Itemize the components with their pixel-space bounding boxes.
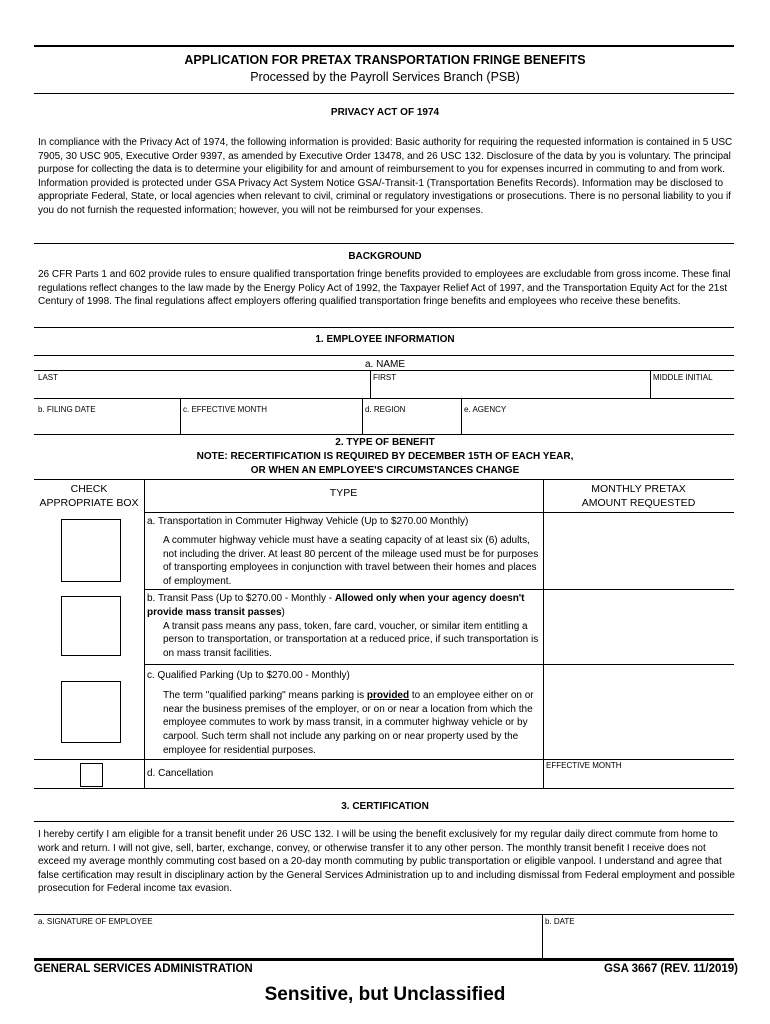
last-name-field[interactable] — [34, 371, 370, 398]
row-c-desc-end: to an employee either on or near the business premises of the employer, or on or near a location from which the employee commutes to work by mass transit, in a commuter highway vehicle or by carpool. Such term shall not include any parking on or near property used by the employee for residential purposes. — [163, 689, 534, 756]
row-c-desc-start: The term "qualified parking" means parking is — [163, 689, 367, 701]
signature-label: a. SIGNATURE OF EMPLOYEE — [38, 917, 153, 926]
benefit-col-divider-1 — [144, 479, 145, 788]
benefit-heading: 2. TYPE OF BENEFIT — [335, 437, 435, 448]
employee-info-bottom-rule — [34, 434, 734, 435]
row-b-title-start: b. Transit Pass (Up to $270.00 - Monthly - — [147, 593, 335, 604]
row-c-text — [147, 669, 542, 758]
row-b-title-bold: Allowed only when your agency doesn't provide mass transit passes — [147, 593, 525, 618]
certification-text: I hereby certify I am eligible for a transit benefit under 26 USC 132. I will be using the benefit exclusively for my regular daily direct commute from home to work and return. I will not give, sell, barter, exchange, convey, or otherwise transfer it to any other person. The monthly transit benefit I receive does not exceed my average monthly commuting cost based on a 20-day month commuting by public transportation or eligible vanpool. I understand and agree that false certification may result in disciplinary action by the General Services Administration up to and including dismissal from Federal employment and possible prosecution for Federal income tax evasion. — [38, 829, 735, 894]
form-subtitle: Processed by the Payroll Services Branch (PSB) — [250, 70, 520, 84]
checkbox-transit-pass[interactable] — [61, 596, 121, 656]
last-name-label: LAST — [38, 373, 59, 382]
date-label: b. DATE — [545, 917, 575, 926]
agency-field[interactable] — [462, 399, 734, 434]
name-heading: a. NAME — [364, 359, 405, 370]
row-b-title-end: ) — [281, 606, 285, 618]
checkbox-cancellation[interactable] — [80, 763, 103, 787]
middle-initial-field[interactable] — [651, 371, 734, 398]
row-a-title: a. Transportation in Commuter Highway Vehicle (Up to $270.00 Monthly) — [147, 516, 469, 527]
check-column-header — [34, 482, 144, 510]
certification-heading: 3. CERTIFICATION — [341, 801, 429, 812]
first-name-field[interactable] — [371, 371, 650, 398]
background-rule — [34, 327, 734, 328]
footer-form-number: GSA 3667 (REV. 11/2019) — [603, 963, 738, 975]
signature-field[interactable] — [34, 915, 542, 958]
header-rule — [34, 93, 734, 94]
background-heading: BACKGROUND — [348, 251, 422, 262]
recertification-note-line2: OR WHEN AN EMPLOYEE'S CIRCUMSTANCES CHANGE — [250, 465, 520, 476]
amount-header-line2: AMOUNT REQUESTED — [581, 497, 696, 509]
benefit-table-top — [34, 479, 734, 480]
amount-input-transit-pass[interactable] — [544, 590, 734, 664]
row-c-desc-bold: provided — [366, 689, 410, 701]
filing-date-field[interactable] — [34, 399, 180, 434]
top-rule — [34, 45, 734, 47]
effective-month-field[interactable] — [181, 399, 362, 434]
footer-agency: GENERAL SERVICES ADMINISTRATION — [34, 963, 253, 975]
amount-input-commuter-vehicle[interactable] — [544, 513, 734, 589]
background-text: 26 CFR Parts 1 and 602 provide rules to ensure qualified transportation fringe benefits provided to employees are excludable from gross income. These final regulations reflect changes to the law made by the Energy Policy Act of 1992, the Taxpayer Relief Act of 1997, and the Transportation Equity Act for the 21st Century of 1998. The final regulations affect employers offering qualified transportation fringe benefits and employees who receive these benefits. — [38, 269, 731, 307]
effective-month-label: c. EFFECTIVE MONTH — [183, 405, 267, 414]
form-title: APPLICATION FOR PRETAX TRANSPORTATION FRINGE BENEFITS — [184, 53, 586, 67]
check-header-line1: CHECK — [70, 483, 108, 495]
row-d-title: d. Cancellation — [147, 768, 214, 779]
row-b-description: A transit pass means any pass, token, fare card, voucher, or similar item entitling a person to transportation, or transportation at a reduced price, if such transportation is on mass transit facilities. — [163, 620, 539, 660]
recertification-note-line1: NOTE: RECERTIFICATION IS REQUIRED BY DECEMBER 15TH OF EACH YEAR, — [196, 451, 574, 462]
row-a-description: A commuter highway vehicle must have a seating capacity of at least six (6) adults, not including the driver. At least 80 percent of the mileage used must be for purposes of transporting employees in conjunction with travel between their homes and places of employment. — [163, 534, 539, 588]
date-field[interactable] — [543, 915, 734, 958]
first-name-label: FIRST — [373, 373, 397, 382]
cancellation-effective-month-field[interactable] — [544, 760, 734, 788]
employee-info-rule — [34, 355, 734, 356]
region-label: d. REGION — [365, 405, 406, 414]
filing-date-label: b. FILING DATE — [38, 405, 96, 414]
amount-column-header — [543, 482, 734, 510]
amount-header-line1: MONTHLY PRETAX — [591, 483, 686, 495]
certification-rule — [34, 821, 734, 822]
amount-input-qualified-parking[interactable] — [544, 665, 734, 759]
privacy-text: In compliance with the Privacy Act of 1974, the following information is provided: Basic authority for requiring the requested information is contained in 5 USC 7905, 30 USC 905, Executive Order 9397, as amended by Executive Order 13478, and 26 USC 132. Disclosure of the data by you is voluntary. The principal purpose for collecting the data is to determine your eligibility for and amount of reimbursement to you for expenses incurred in commuting to and from work. Information provided is protected under GSA Privacy Act System Notice GSA/-Transit-1 (Transportation Benefits Records). Information may be disclosed to appropriate Federal, State, or local agencies when relevant to civil, criminal or regulatory investigations or prosecutions. There is no personal liability to you if you do not furnish the requested information; however, you will not be reimbursed for your expenses. — [38, 137, 733, 216]
classification-banner: Sensitive, but Unclassified — [264, 984, 506, 1005]
row-b-text — [147, 592, 542, 661]
privacy-rule — [34, 243, 734, 244]
row-c-description — [147, 689, 542, 758]
privacy-heading: PRIVACY ACT OF 1974 — [330, 107, 440, 118]
footer-rule — [34, 958, 734, 961]
cancellation-effective-month-label: EFFECTIVE MONTH — [546, 761, 622, 770]
region-field[interactable] — [363, 399, 461, 434]
row-b-title — [147, 592, 542, 620]
checkbox-qualified-parking[interactable] — [61, 681, 121, 743]
row-a-text — [147, 515, 542, 589]
row-d-text — [147, 767, 542, 781]
agency-label: e. AGENCY — [464, 405, 507, 414]
check-header-line2: APPROPRIATE BOX — [39, 497, 139, 509]
benefit-table-bottom — [34, 788, 734, 789]
type-column-header: TYPE — [329, 487, 358, 499]
employee-info-heading: 1. EMPLOYEE INFORMATION — [315, 334, 455, 345]
checkbox-commuter-vehicle[interactable] — [61, 519, 121, 582]
row-c-title: c. Qualified Parking (Up to $270.00 - Monthly) — [147, 670, 350, 681]
middle-initial-label: MIDDLE INITIAL — [653, 373, 713, 382]
